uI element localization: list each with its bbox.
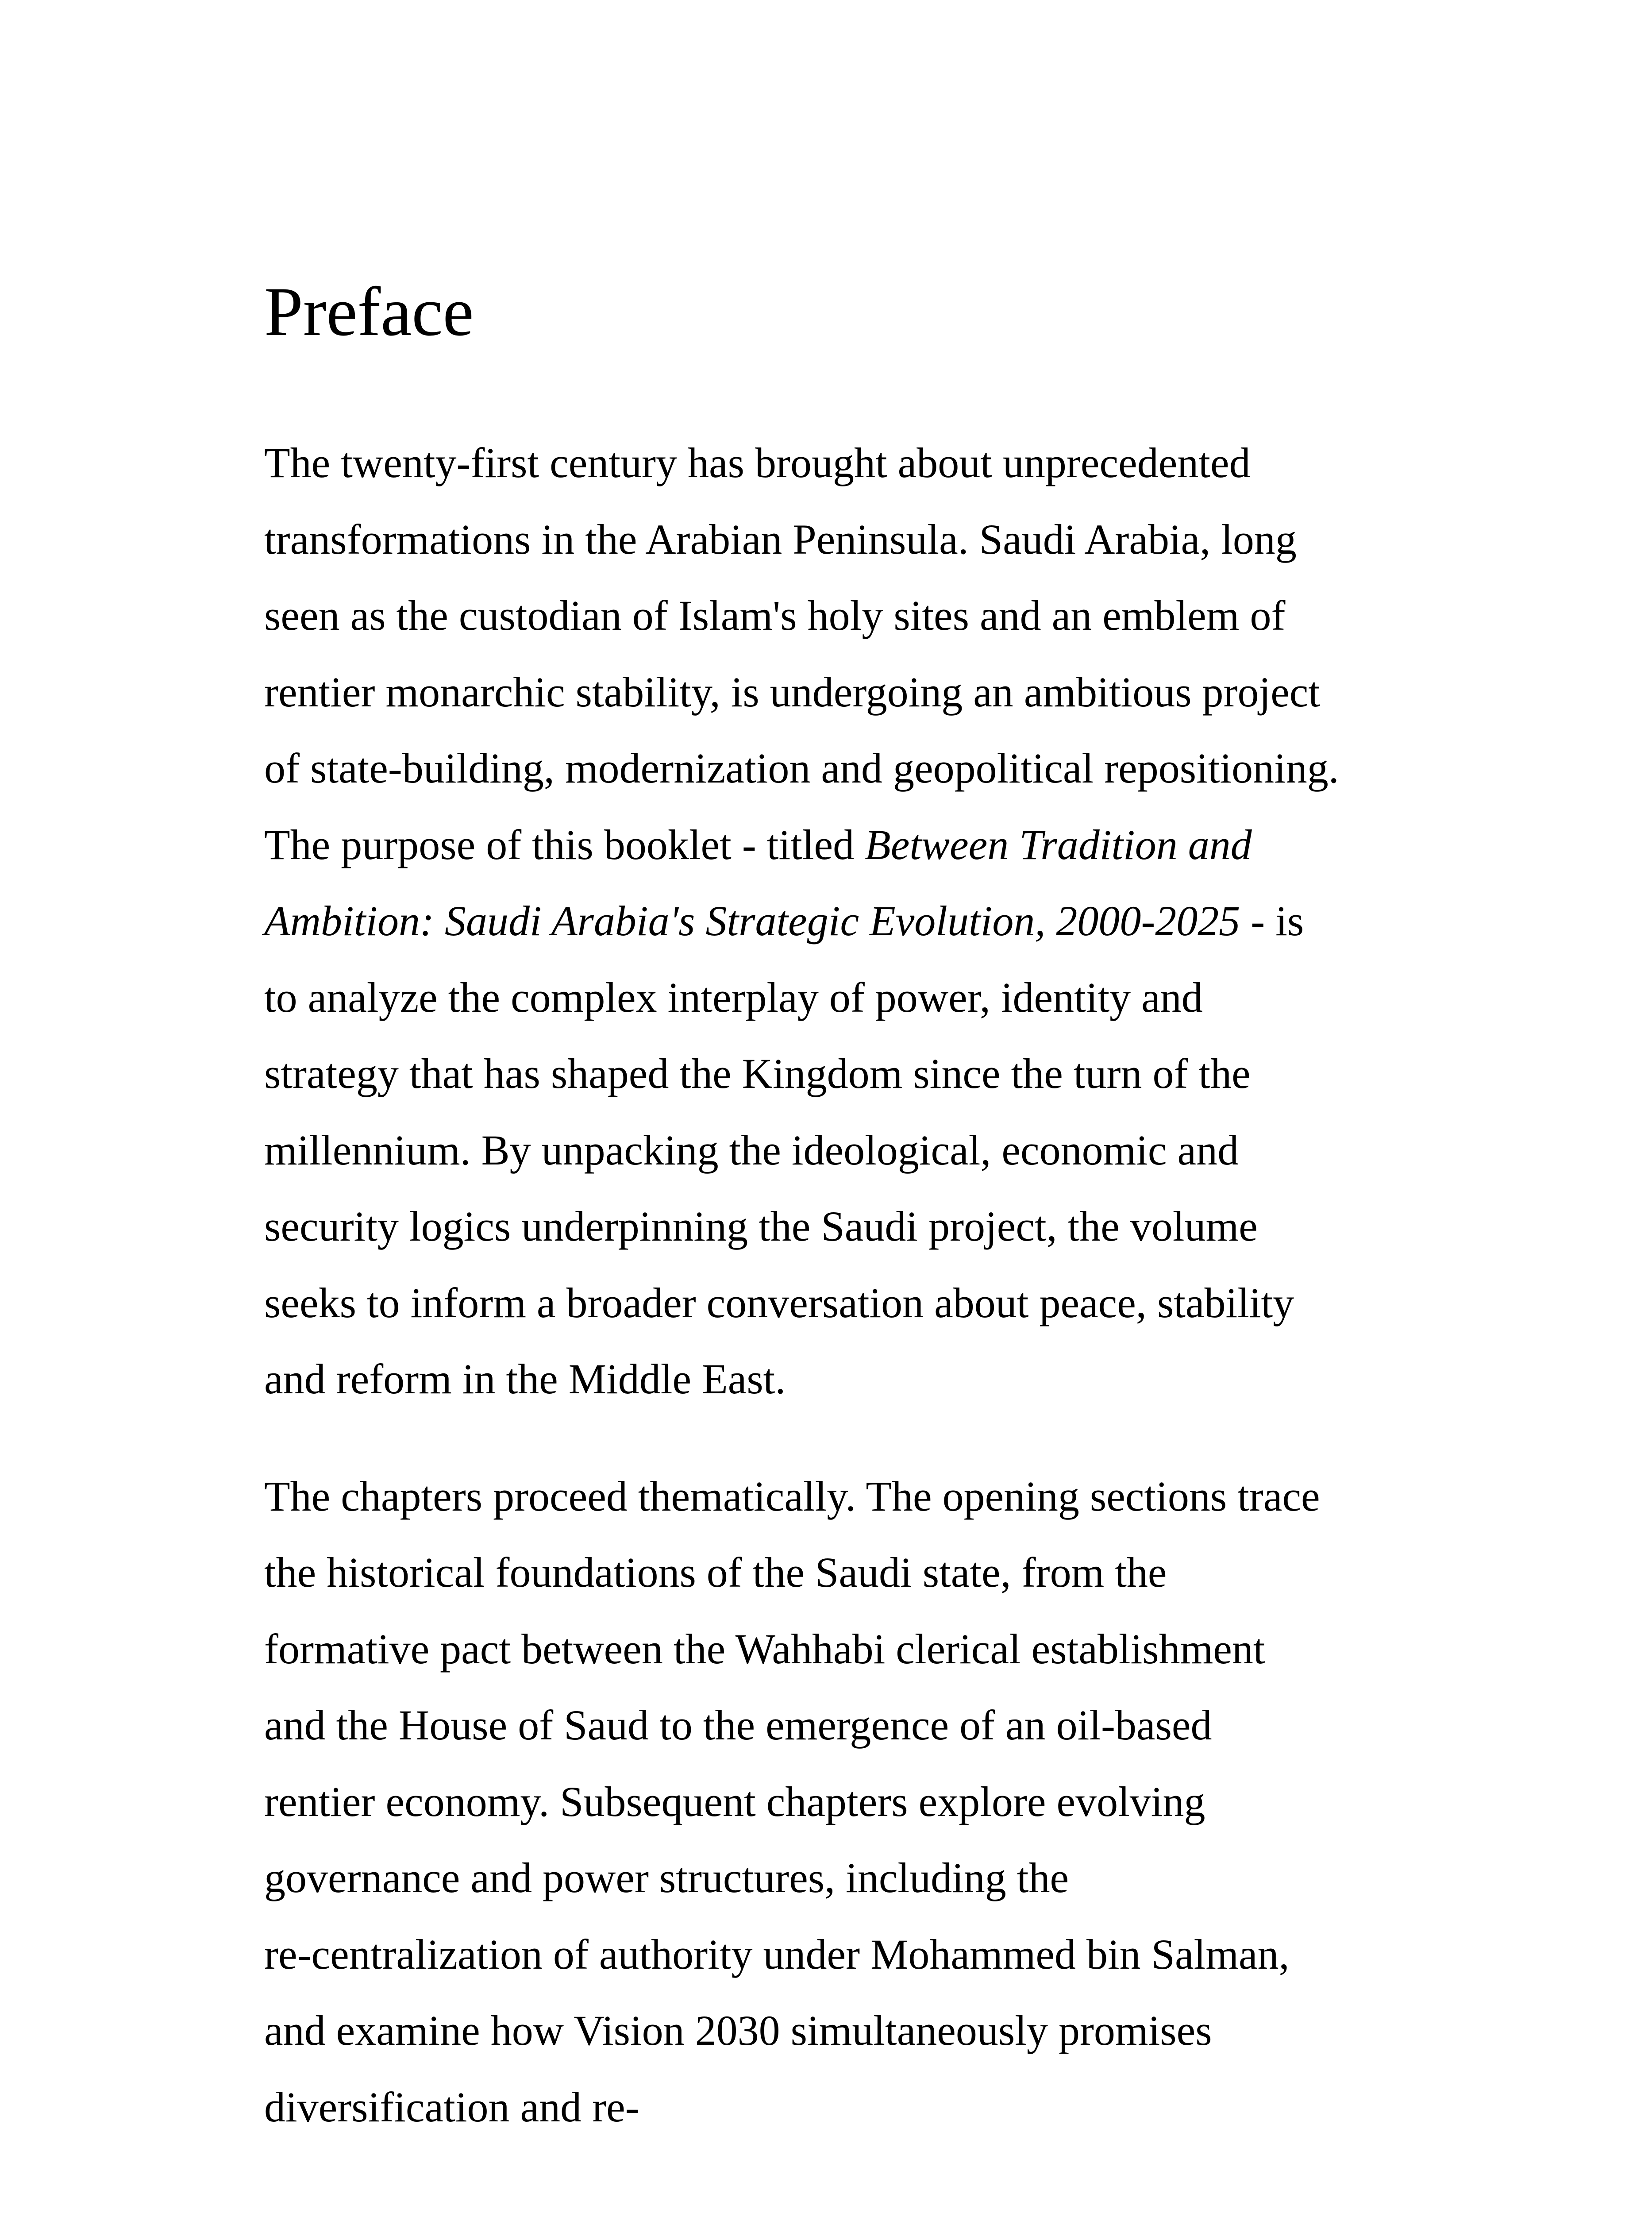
page-title: Preface — [264, 273, 474, 351]
text-line: strategy that has shaped the Kingdom since the turn of the — [264, 1050, 1251, 1097]
text-line: The chapters proceed thematically. The opening sections trace — [264, 1472, 1320, 1520]
text-line: millennium. By unpacking the ideological, economic and — [264, 1126, 1239, 1174]
text-line: and reform in the Middle East. — [264, 1355, 786, 1403]
text-line: seeks to inform a broader conversation about peace, stability — [264, 1279, 1294, 1326]
book-title-italic-part-1: Between Tradition and — [865, 821, 1252, 868]
text-line: The twenty-first century has brought about unprecedented — [264, 439, 1251, 486]
text-line: to analyze the complex interplay of power, identity and — [264, 973, 1203, 1021]
book-title-italic-part-2: Ambition: Saudi Arabia's Strategic Evolution, 2000-2025 — [264, 897, 1240, 945]
text-line: the historical foundations of the Saudi state, from the — [264, 1549, 1167, 1596]
text-line: rentier monarchic stability, is undergoing an ambitious project — [264, 668, 1321, 716]
text-line — [264, 807, 1481, 883]
text-line — [264, 883, 1481, 960]
text-line: seen as the custodian of Islam's holy sites and an emblem of — [264, 592, 1286, 639]
page-content — [264, 261, 1481, 2145]
text-line: security logics underpinning the Saudi project, the volume — [264, 1203, 1258, 1250]
text-line: and the House of Saud to the emergence of an oil-based — [264, 1701, 1212, 1749]
text-line: governance and power structures, including the — [264, 1854, 1069, 1901]
preface-paragraph-2 — [264, 1458, 1481, 2146]
text-line: transformations in the Arabian Peninsula. Saudi Arabia, long — [264, 515, 1297, 563]
preface-paragraph-1 — [264, 425, 1481, 1418]
text-line: formative pact between the Wahhabi clerical establishment — [264, 1625, 1265, 1673]
text-line: and examine how Vision 2030 simultaneously promises — [264, 2007, 1212, 2054]
text-segment: - is — [1240, 897, 1304, 945]
text-line: diversification and re- — [264, 2083, 639, 2131]
text-line: rentier economy. Subsequent chapters explore evolving — [264, 1777, 1205, 1825]
text-line: of state-building, modernization and geopolitical repositioning. — [264, 744, 1339, 792]
text-segment: The purpose of this booklet - titled — [264, 821, 865, 868]
text-line: re-centralization of authority under Mohammed bin Salman, — [264, 1930, 1290, 1978]
